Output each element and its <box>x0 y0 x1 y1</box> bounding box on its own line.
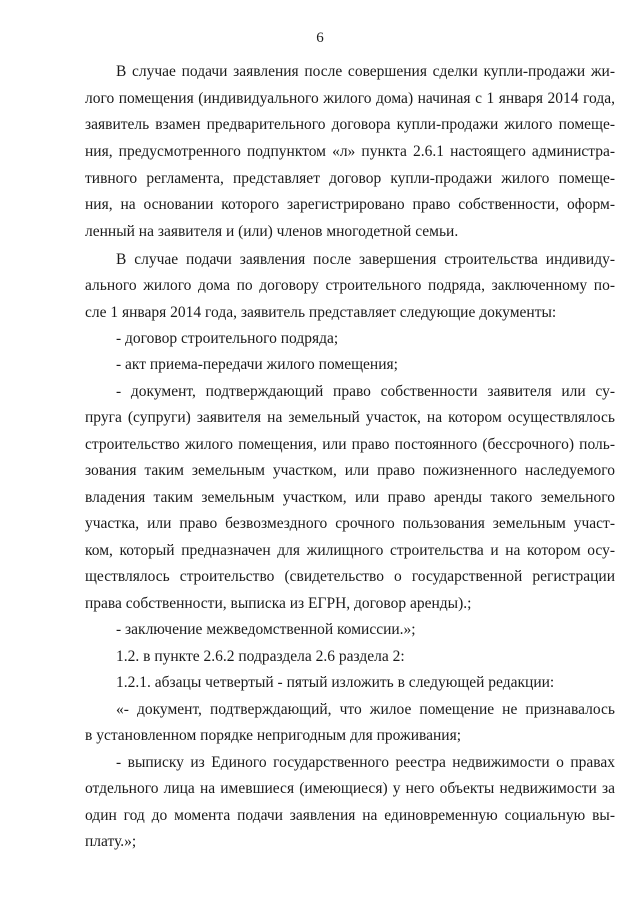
text-line: пруга (супруги) заявителя на земельный участок, на котором осуществлялось <box>85 409 615 426</box>
text-line: 1.2. в пункте 2.6.2 подраздела 2.6 раздела 2: <box>116 648 405 665</box>
text-line: в установленном порядке непригодным для проживания; <box>85 727 462 744</box>
text-line: В случае подачи заявления после завершения строительства индивиду- <box>116 251 615 268</box>
text-line: зования таким земельным участком, или право пожизненного наследуемого <box>85 462 615 479</box>
text-line: ния, предусмотренного подпунктом «л» пункта 2.6.1 настоящего администра- <box>85 143 615 160</box>
text-line: права собственности, выписка из ЕГРН, договор аренды).; <box>85 595 472 612</box>
page-number: 6 <box>316 30 324 46</box>
text-line: - заключение межведомственной комиссии.»; <box>116 621 416 638</box>
text-line: тивного регламента, представляет договор купли-продажи жилого помеще- <box>85 170 615 187</box>
text-line: плату.»; <box>85 833 137 850</box>
text-line: отдельного лица на имевшиеся (имеющиеся) у него объекты недвижимости за <box>85 780 615 797</box>
text-line: - договор строительного подряда; <box>116 330 339 347</box>
text-line: «- документ, подтверждающий, что жилое помещение не признавалось <box>116 701 615 718</box>
text-line: - выписку из Единого государственного реестра недвижимости о правах <box>116 754 615 771</box>
text-line: строительство жилого помещения, или право постоянного (бессрочного) поль- <box>85 436 615 453</box>
text-line: владения таким земельным участком, или право аренды такого земельного <box>85 489 615 506</box>
text-line: ального жилого дома по договору строительного подряда, заключенному по- <box>85 277 615 294</box>
text-line: 1.2.1. абзацы четвертый - пятый изложить в следующей редакции: <box>116 674 555 691</box>
text-line: - документ, подтверждающий право собственности заявителя или су- <box>116 383 615 400</box>
text-line: один год до момента подачи заявления на единовременную социальную вы- <box>85 807 615 824</box>
text-line: ществлялось строительство (свидетельство о государственной регистрации <box>85 568 615 585</box>
text-line: сле 1 января 2014 года, заявитель представляет следующие документы: <box>85 304 557 321</box>
text-line: ленный на заявителя и (или) членов многодетной семьи. <box>85 223 459 240</box>
text-line: лого помещения (индивидуального жилого дома) начиная с 1 января 2014 года, <box>85 90 615 107</box>
text-line: В случае подачи заявления после совершения сделки купли-продажи жи- <box>116 63 615 80</box>
text-line: - акт приема-передачи жилого помещения; <box>116 356 398 373</box>
text-line: участка, или право безвозмездного срочного пользования земельным участ- <box>85 515 615 532</box>
text-line: заявитель взамен предварительного договора купли-продажи жилого помеще- <box>85 116 615 133</box>
text-line: ком, который предназначен для жилищного строительства и на котором осу- <box>85 542 615 559</box>
text-line: ния, на основании которого зарегистрировано право собственности, оформ- <box>85 196 615 213</box>
